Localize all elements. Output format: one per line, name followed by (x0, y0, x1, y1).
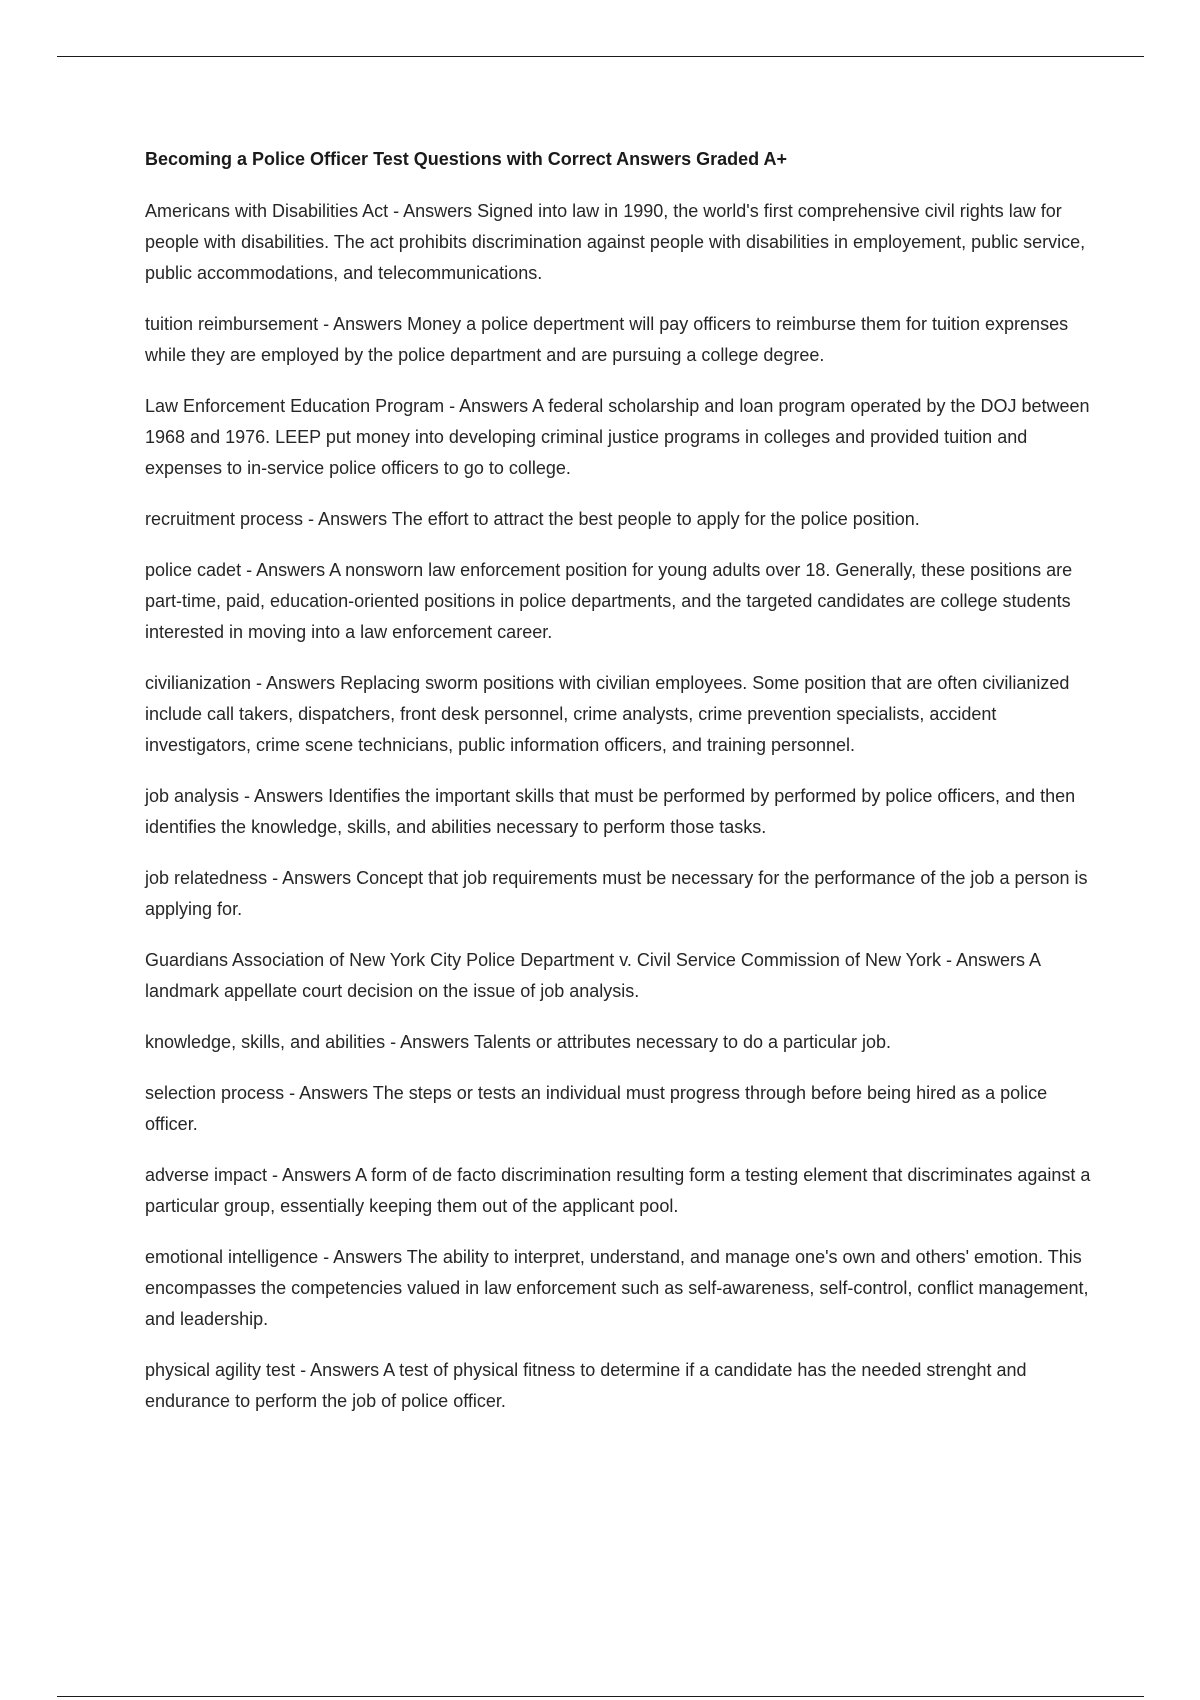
entry-americans-with-disabilities-act: Americans with Disabilities Act - Answers Signed into law in 1990, the world's first comprehensive civil rights law for people with disabilities. The act prohibits discrimination against people with disabilities in employement, public service, public accommodations, and telecommunications. (145, 201, 1086, 283)
document-title: Becoming a Police Officer Test Questions with Correct Answers Graded A+ (145, 149, 787, 169)
entry-tuition-reimbursement: tuition reimbursement - Answers Money a police depertment will pay officers to reimburse them for tuition exprenses while they are employed by the police department and are pursuing a college degree. (145, 314, 1069, 365)
entry-emotional-intelligence: emotional intelligence - Answers The ability to interpret, understand, and manage one's own and others' emotion. This encompasses the competencies valued in law enforcement such as self-awareness, self-control, conflict management, and leadership. (145, 1247, 1089, 1329)
entry-civilianization: civilianization - Answers Replacing sworm positions with civilian employees. Some position that are often civilianized include call takers, dispatchers, front desk personnel, crime analysts, crime prevention specialists, accident investigators, crime scene technicians, public information officers, and training personnel. (145, 673, 1070, 755)
entry-guardians-association: Guardians Association of New York City Police Department v. Civil Service Commission of New York - Answers A landmark appellate court decision on the issue of job analysis. (145, 950, 1041, 1001)
entry-adverse-impact: adverse impact - Answers A form of de facto discrimination resulting form a testing element that discriminates against a particular group, essentially keeping them out of the applicant pool. (145, 1165, 1091, 1216)
entry-job-analysis: job analysis - Answers Identifies the important skills that must be performed by performed by police officers, and then identifies the knowledge, skills, and abilities necessary to perform those tasks. (145, 786, 1076, 837)
entry-job-relatedness: job relatedness - Answers Concept that job requirements must be necessary for the performance of the job a person is applying for. (145, 868, 1088, 919)
entry-law-enforcement-education-program: Law Enforcement Education Program - Answers A federal scholarship and loan program operated by the DOJ between 1968 and 1976. LEEP put money into developing criminal justice programs in colleges and provided tuition and expenses to in-service police officers to go to college. (145, 396, 1090, 478)
header-rule (57, 56, 1144, 57)
footer-rule (57, 1696, 1144, 1697)
entry-physical-agility-test: physical agility test - Answers A test of physical fitness to determine if a candidate has the needed strenght and endurance to perform the job of police officer. (145, 1360, 1027, 1411)
entry-knowledge-skills-abilities: knowledge, skills, and abilities - Answers Talents or attributes necessary to do a particular job. (145, 1032, 892, 1052)
document-body (145, 146, 1095, 1437)
entry-police-cadet: police cadet - Answers A nonsworn law enforcement position for young adults over 18. Generally, these positions are part-time, paid, education-oriented positions in police departments, and the targeted candidates are college students interested in moving into a law enforcement career. (145, 560, 1073, 642)
entry-recruitment-process: recruitment process - Answers The effort to attract the best people to apply for the police position. (145, 509, 920, 529)
entry-selection-process: selection process - Answers The steps or tests an individual must progress through before being hired as a police officer. (145, 1083, 1048, 1134)
